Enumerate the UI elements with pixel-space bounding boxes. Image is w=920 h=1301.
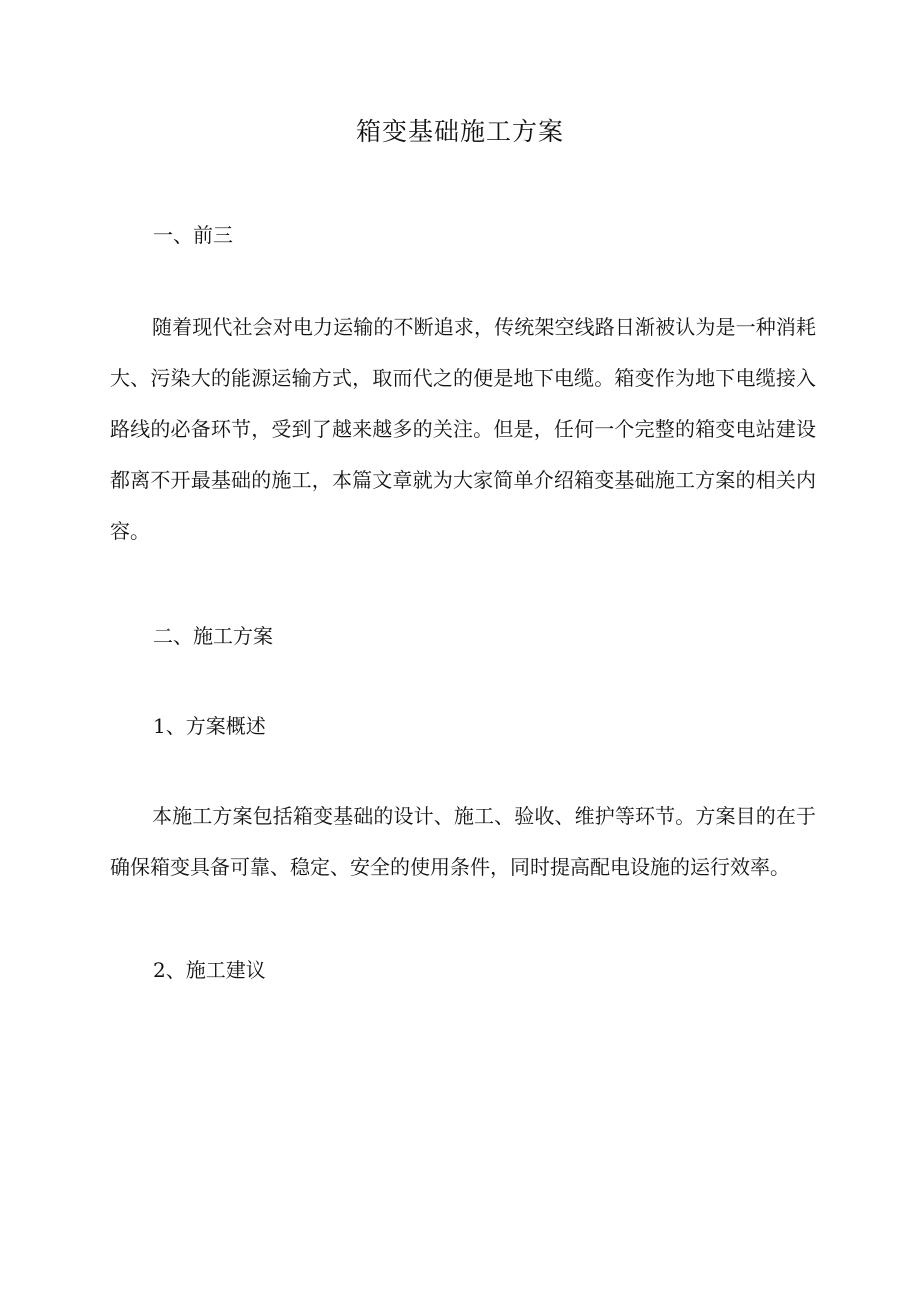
subheading-plan-overview: 1、方案概述 [153,714,266,738]
subheading-construction-suggestions: 2、施工建议 [153,958,266,982]
preface-paragraph: 随着现代社会对电力运输的不断追求，传统架空线路日渐被认为是一种消耗大、污染大的能源运输方式，取而代之的便是地下电缆。箱变作为地下电缆接入路线的必备环节，受到了越来越多的关注。但是，任何一个完整的箱变电站建设都离不开最基础的施工，本篇文章就为大家简单介绍箱变基础施工方案的相关内容。 [110,315,816,543]
section-heading-preface: 一、前三 [153,223,233,247]
section-heading-construction-plan: 二、施工方案 [153,624,273,648]
document-title: 箱变基础施工方案 [355,117,564,146]
plan-overview-paragraph: 本施工方案包括箱变基础的设计、施工、验收、维护等环节。方案目的在于确保箱变具备可靠、稳定、安全的使用条件，同时提高配电设施的运行效率。 [110,804,816,879]
